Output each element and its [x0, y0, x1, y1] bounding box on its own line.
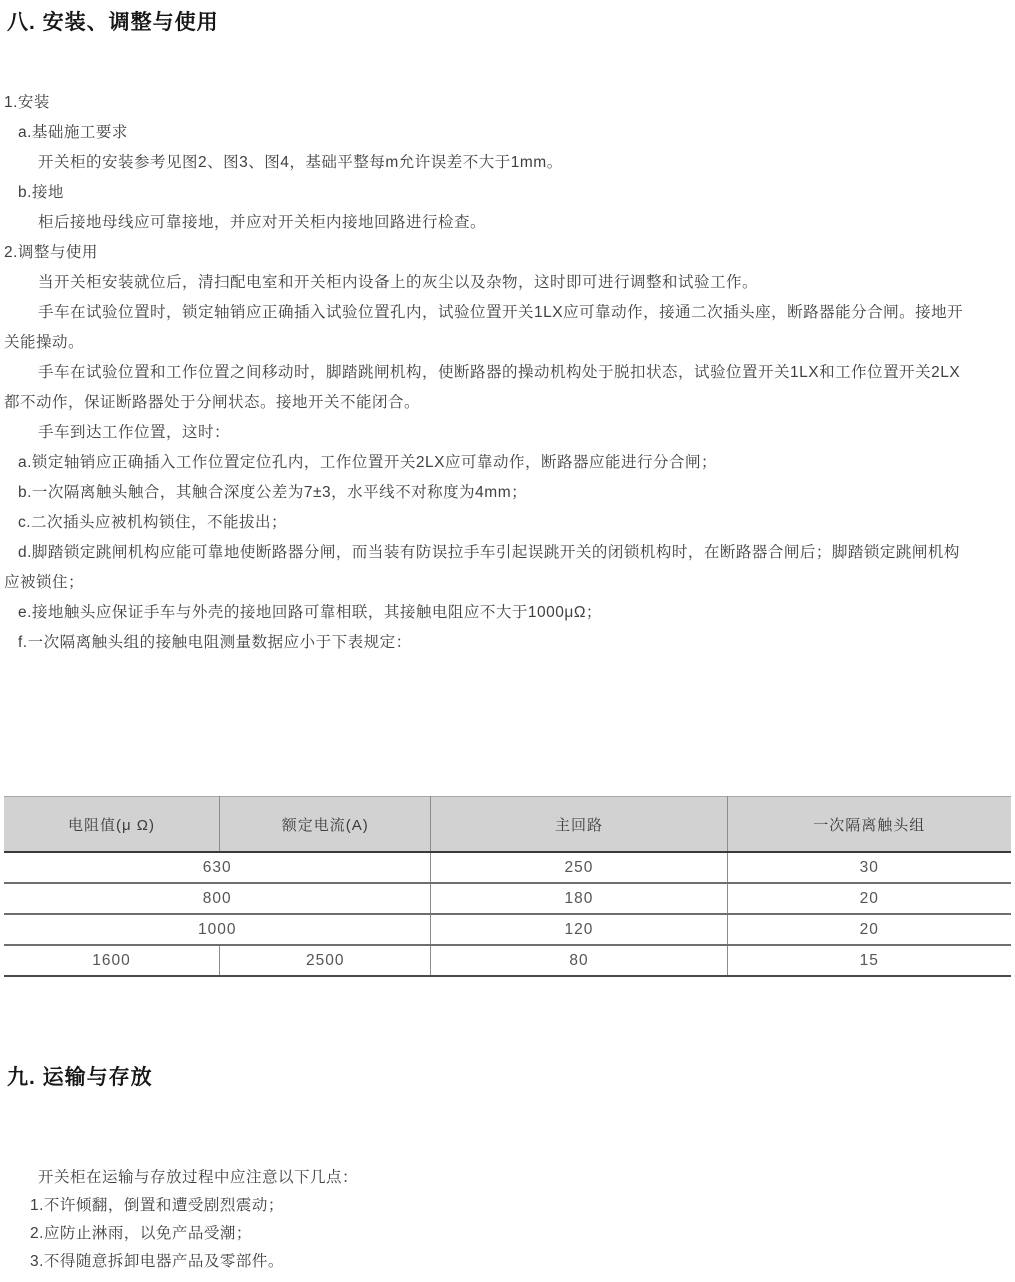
- text-line: 1.安装: [4, 94, 50, 111]
- table-cell: 120: [431, 914, 727, 945]
- text-line: 当开关柜安装就位后，清扫配电室和开关柜内设备上的灰尘以及杂物，这时即可进行调整和试验工作。: [38, 274, 759, 291]
- table-header-row: [4, 797, 1011, 853]
- text-line: e.接地触头应保证手车与外壳的接地回路可靠相联，其接触电阻应不大于1000μΩ；: [18, 604, 602, 621]
- text-line: 关能操动。: [4, 334, 85, 351]
- table-head: [4, 797, 1011, 853]
- table-row: [4, 945, 1011, 976]
- text-line: 2.应防止淋雨，以免产品受潮；: [30, 1225, 252, 1242]
- table-row: [4, 883, 1011, 914]
- text-line: 1.不许倾翻，倒置和遭受剧烈震动；: [30, 1197, 284, 1214]
- table-cell: 1600: [4, 945, 219, 976]
- table-cell: 250: [431, 852, 727, 883]
- text-line: 2.调整与使用: [4, 244, 98, 261]
- col-header-main-circuit: 主回路: [431, 797, 727, 853]
- text-line: 手车到达工作位置，这时：: [38, 424, 231, 441]
- text-line: a.锁定轴销应正确插入工作位置定位孔内，工作位置开关2LX应可靠动作，断路器应能进行分合闸；: [18, 454, 718, 471]
- table-cell: 2500: [219, 945, 430, 976]
- section-9-body: [0, 1164, 1015, 1276]
- section-9-heading: 九. 运输与存放: [7, 1066, 153, 1089]
- text-line: 开关柜在运输与存放过程中应注意以下几点：: [38, 1169, 359, 1186]
- col-header-resistance-value: 电阻值(μ Ω): [4, 797, 219, 853]
- table-cell: 630: [4, 852, 431, 883]
- table-cell: 30: [727, 852, 1011, 883]
- col-header-isolating-contacts: 一次隔离触头组: [727, 797, 1011, 853]
- text-line: 柜后接地母线应可靠接地，并应对开关柜内接地回路进行检查。: [38, 214, 487, 231]
- table-body: [4, 852, 1011, 976]
- table-cell: 80: [431, 945, 727, 976]
- text-line: 都不动作，保证断路器处于分闸状态。接地开关不能闭合。: [4, 394, 421, 411]
- text-line: 开关柜的安装参考见图2、图3、图4，基础平整每m允许误差不大于1mm。: [38, 154, 563, 171]
- text-line: f.一次隔离触头组的接触电阻测量数据应小于下表规定：: [18, 634, 412, 651]
- contact-resistance-table: [4, 796, 1011, 977]
- table-cell: 15: [727, 945, 1011, 976]
- text-line: d.脚踏锁定跳闸机构应能可靠地使断路器分闸，而当装有防误拉手车引起误跳开关的闭锁机构时，在断路器合闸后；脚踏锁定跳闸机构: [18, 544, 960, 561]
- table-cell: 20: [727, 883, 1011, 914]
- table-row: [4, 852, 1011, 883]
- col-header-rated-current: 额定电流(A): [219, 797, 430, 853]
- table-cell: 180: [431, 883, 727, 914]
- text-line: 3.不得随意拆卸电器产品及零部件。: [30, 1253, 284, 1270]
- table-cell: 1000: [4, 914, 431, 945]
- section-8-body: [0, 88, 1015, 658]
- text-line: b.一次隔离触头触合，其触合深度公差为7±3，水平线不对称度为4mm；: [18, 484, 528, 501]
- text-line: 手车在试验位置和工作位置之间移动时，脚踏跳闸机构，使断路器的操动机构处于脱扣状态，试验位置开关1LX和工作位置开关2LX: [38, 364, 961, 381]
- text-line: 手车在试验位置时，锁定轴销应正确插入试验位置孔内，试验位置开关1LX应可靠动作，接通二次插头座，断路器能分合闸。接地开: [38, 304, 964, 321]
- text-line: c.二次插头应被机构锁住，不能拔出；: [18, 514, 288, 531]
- table-cell: 800: [4, 883, 431, 914]
- section-8-heading: 八. 安装、调整与使用: [7, 11, 219, 34]
- table-cell: 20: [727, 914, 1011, 945]
- table-row: [4, 914, 1011, 945]
- text-line: 应被锁住；: [4, 574, 85, 591]
- text-line: b.接地: [18, 184, 64, 201]
- text-line: a.基础施工要求: [18, 124, 128, 141]
